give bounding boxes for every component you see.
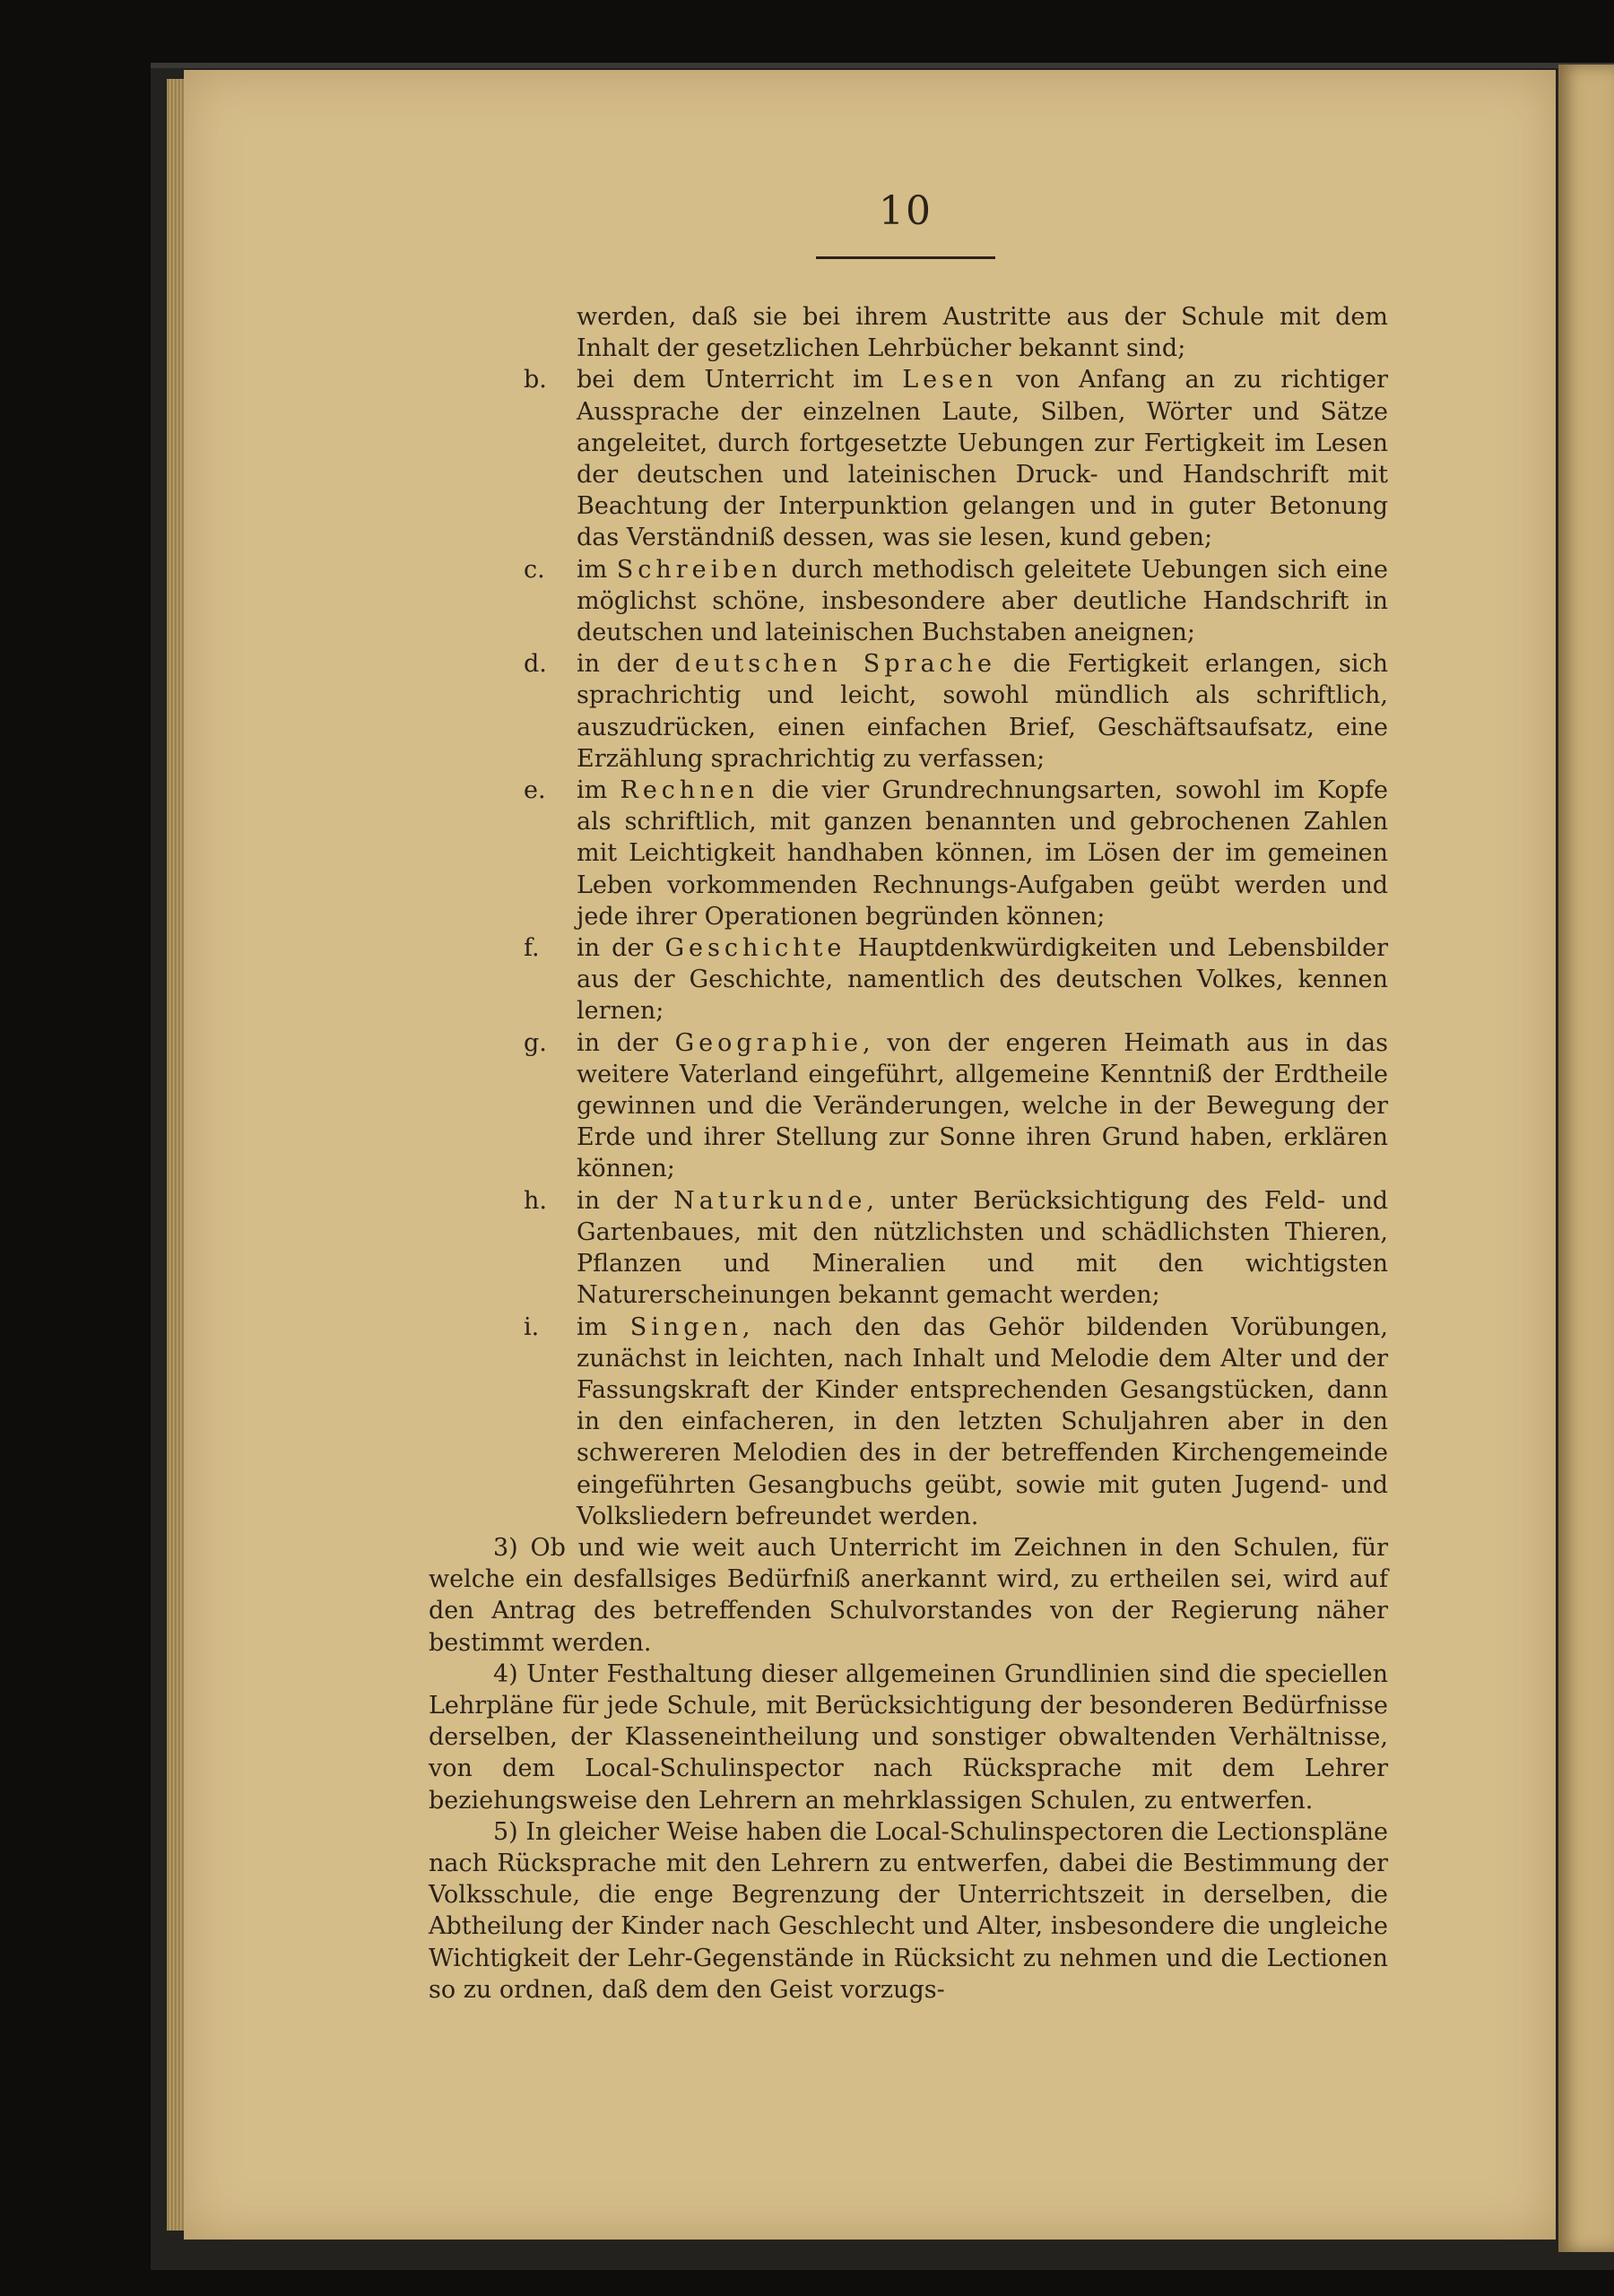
list-item-b bbox=[429, 364, 1388, 553]
list-item-text-post: , nach den das Gehör bildenden Vorübungen, zunächst in leichten, nach Inhalt und Melodie dem Alter und der Fassungskraft der Kinder entsprechenden Gesangstücken, dann in den einfacheren, in den letzten Schuljahren aber in den schwereren Melodien des in der betreffenden Kirchengemeinde eingeführten Gesangbuchs geübt, sowie mit guten Jugend- und Volksliedern befreundet werden. bbox=[577, 1313, 1388, 1530]
list-item-text-post: die Fertigkeit erlangen, sich sprachrichtig und leicht, sowohl mündlich als schriftlich, auszudrücken, einen einfachen Brief, Geschäftsaufsatz, eine Erzählung sprachrichtig zu verfassen; bbox=[577, 650, 1389, 773]
list-item-g bbox=[429, 1027, 1388, 1185]
subject-emphasis: Geschichte bbox=[664, 934, 846, 963]
list-item-d bbox=[429, 648, 1388, 775]
list-item-text-post: Hauptdenkwürdigkeiten und Lebensbilder aus der Geschichte, namentlich des deutschen Volkes, kennen lernen; bbox=[577, 934, 1388, 1026]
list-item-text-pre: in der bbox=[577, 650, 675, 679]
list-item-c bbox=[429, 554, 1388, 649]
list-marker: i. bbox=[524, 1313, 540, 1341]
list-item-e bbox=[429, 775, 1388, 932]
list-item-text-pre: bei dem Unterricht im bbox=[577, 366, 903, 394]
list-item-h bbox=[429, 1185, 1388, 1312]
intro-continuation: werden, daß sie bei ihrem Austritte aus der Schule mit dem Inhalt der gesetzlichen Lehrbücher bekannt sind; bbox=[577, 303, 1388, 363]
subject-emphasis: Rechnen bbox=[620, 776, 759, 805]
page-number-rule bbox=[816, 256, 995, 259]
list-item-text-post: von Anfang an zu richtiger Aussprache der einzelnen Laute, Silben, Wörter und Sätze angeleitet, durch fortgesetzte Uebungen zur Fertigkeit im Lesen der deutschen und lateinischen Druck- und Handschrift mit Beachtung der Interpunktion gelangen und in guter Betonung das Verständniß dessen, was sie lesen, kund geben; bbox=[577, 366, 1388, 552]
list-item-text-pre: im bbox=[577, 1313, 630, 1341]
list-item-f bbox=[429, 932, 1388, 1027]
list-marker: b. bbox=[524, 366, 547, 394]
list-marker: g. bbox=[524, 1028, 547, 1057]
list-item-text-post: durch methodisch geleitete Uebungen sich eine möglichst schöne, insbesondere aber deutliche Handschrift in deutschen und lateinischen Buchstaben aneignen; bbox=[577, 555, 1389, 647]
list-item-text-pre: im bbox=[577, 776, 620, 805]
paragraph-4: 4) Unter Festhaltung dieser allgemeinen Grundlinien sind die speciellen Lehrpläne für jede Schule, mit Berücksichtigung der besonderen Bedürfnisse derselben, der Klasseneintheilung und sonstiger obwaltenden Verhältnisse, von dem Local-Schulinspector nach Rücksprache mit dem Lehrer beziehungsweise den Lehrern an mehrklassigen Schulen, zu entwerfen. bbox=[429, 1659, 1388, 1815]
page-number: 10 bbox=[879, 188, 933, 234]
list-marker: f. bbox=[524, 934, 540, 963]
subject-emphasis: Naturkunde bbox=[673, 1186, 867, 1215]
list-item-text-pre: in der bbox=[577, 1186, 674, 1215]
facing-page-edge bbox=[1558, 65, 1614, 2252]
subject-emphasis: Lesen bbox=[902, 366, 998, 394]
list-item-text-pre: im bbox=[577, 555, 617, 584]
subject-emphasis: deutschen Sprache bbox=[674, 650, 997, 679]
list-item-i bbox=[429, 1312, 1388, 1532]
list-marker: e. bbox=[524, 776, 546, 805]
subject-emphasis: Singen bbox=[629, 1313, 742, 1341]
list-marker: d. bbox=[524, 650, 547, 679]
list-item-text-post: , von der engeren Heimath aus in das weitere Vaterland eingeführt, allgemeine Kenntniß der Erdtheile gewinnen und die Veränderungen, welche in der Bewegung der Erde und ihrer Stellung zur Sonne ihren Grund haben, erklären können; bbox=[577, 1028, 1388, 1183]
page-text bbox=[429, 301, 1388, 2006]
list-item-text-pre: in der bbox=[577, 934, 665, 963]
list-item-text-post: die vier Grundrechnungsarten, sowohl im Kopfe als schriftlich, mit ganzen benannten und gebrochenen Zahlen mit Leichtigkeit handhaben können, im Lösen der im gemeinen Leben vorkommenden Rechnungs-Aufgaben geübt werden und jede ihrer Operationen begründen können; bbox=[577, 776, 1388, 931]
list-item-text-pre: in der bbox=[577, 1028, 675, 1057]
paragraph-3: 3) Ob und wie weit auch Unterricht im Zeichnen in den Schulen, für welche ein desfallsiges Bedürfniß anerkannt wird, zu ertheilen sei, wird auf den Antrag des betreffenden Schulvorstandes von der Regierung näher bestimmt werden. bbox=[429, 1533, 1388, 1657]
list-marker: c. bbox=[524, 555, 545, 584]
list-marker: h. bbox=[524, 1186, 547, 1215]
subject-emphasis: Schreiben bbox=[616, 555, 782, 584]
paragraph-5: 5) In gleicher Weise haben die Local-Schulinspectoren die Lectionspläne nach Rücksprache mit den Lehrern zu entwerfen, dabei die Bestimmung der Volksschule, die enge Begrenzung der Unterrichtszeit in derselben, die Abtheilung der Kinder nach Geschlecht und Alter, insbesondere die ungleiche Wichtigkeit der Lehr-Gegenstände in Rücksicht zu nehmen und die Lectionen so zu ordnen, daß dem den Geist vorzugs- bbox=[429, 1817, 1388, 2004]
list-item-text-post: , unter Berücksichtigung des Feld- und Gartenbaues, mit den nützlichsten und schädlichsten Thieren, Pflanzen und Mineralien und mit den wichtigsten Naturerscheinungen bekannt gemacht werden; bbox=[577, 1186, 1388, 1310]
subject-emphasis: Geographie bbox=[674, 1028, 863, 1057]
